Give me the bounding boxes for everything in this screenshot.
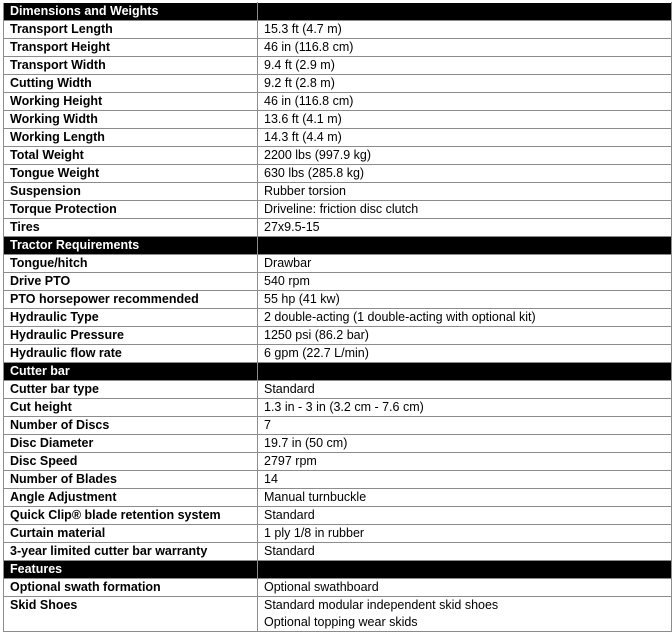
spec-value: 630 lbs (285.8 kg) [258,165,672,183]
spec-label: Quick Clip® blade retention system [4,507,258,525]
spec-value: 9.4 ft (2.9 m) [258,57,672,75]
spec-row [4,525,672,543]
spec-label: Curtain material [4,525,258,543]
spec-row [4,129,672,147]
spec-row [4,57,672,75]
section-header-empty-cell [258,3,672,21]
spec-label: Working Length [4,129,258,147]
spec-row [4,543,672,561]
spec-row [4,147,672,165]
spec-label: Hydraulic flow rate [4,345,258,363]
spec-row [4,435,672,453]
spec-value: 1.3 in - 3 in (3.2 cm - 7.6 cm) [258,399,672,417]
spec-value: Standard [258,543,672,561]
spec-label: Working Height [4,93,258,111]
spec-label: Total Weight [4,147,258,165]
spec-row [4,183,672,201]
spec-row [4,453,672,471]
spec-value: 2797 rpm [258,453,672,471]
spec-label: Optional swath formation [4,579,258,597]
spec-table-body [4,3,672,632]
section-title: Dimensions and Weights [4,3,258,21]
spec-value: 1 ply 1/8 in rubber [258,525,672,543]
section-header-row [4,237,672,255]
section-header-row [4,363,672,381]
spec-label: Disc Diameter [4,435,258,453]
spec-label: Torque Protection [4,201,258,219]
section-header-empty-cell [258,363,672,381]
spec-value: 7 [258,417,672,435]
spec-row [4,39,672,57]
spec-value: 2200 lbs (997.9 kg) [258,147,672,165]
spec-row [4,255,672,273]
section-header-empty-cell [258,561,672,579]
section-header-empty-cell [258,237,672,255]
spec-value: 15.3 ft (4.7 m) [258,21,672,39]
spec-value: 55 hp (41 kw) [258,291,672,309]
spec-label: Cut height [4,399,258,417]
spec-label: Number of Blades [4,471,258,489]
spec-label: Transport Height [4,39,258,57]
spec-label: Hydraulic Type [4,309,258,327]
spec-row [4,273,672,291]
spec-value: 540 rpm [258,273,672,291]
spec-value: 19.7 in (50 cm) [258,435,672,453]
spec-label: PTO horsepower recommended [4,291,258,309]
spec-label: Working Width [4,111,258,129]
spec-row [4,597,672,632]
spec-label: Cutter bar type [4,381,258,399]
spec-value-line: Optional topping wear skids [264,615,418,629]
spec-row [4,75,672,93]
spec-label: Disc Speed [4,453,258,471]
spec-value: 46 in (116.8 cm) [258,39,672,57]
spec-row [4,327,672,345]
spec-label: Tongue Weight [4,165,258,183]
section-title: Cutter bar [4,363,258,381]
spec-row [4,507,672,525]
spec-value: Drawbar [258,255,672,273]
spec-row [4,201,672,219]
spec-value: 9.2 ft (2.8 m) [258,75,672,93]
spec-value: 6 gpm (22.7 L/min) [258,345,672,363]
spec-label: 3-year limited cutter bar warranty [4,543,258,561]
spec-value: 27x9.5-15 [258,219,672,237]
spec-row [4,471,672,489]
spec-row [4,345,672,363]
spec-row [4,291,672,309]
spec-label: Tongue/hitch [4,255,258,273]
spec-value: 2 double-acting (1 double-acting with optional kit) [258,309,672,327]
spec-value: Driveline: friction disc clutch [258,201,672,219]
spec-row [4,417,672,435]
spec-label: Cutting Width [4,75,258,93]
spec-value-line: Standard modular independent skid shoes [264,598,499,612]
spec-value: 46 in (116.8 cm) [258,93,672,111]
spec-label: Tires [4,219,258,237]
spec-row [4,21,672,39]
spec-row [4,309,672,327]
spec-label: Drive PTO [4,273,258,291]
section-title: Features [4,561,258,579]
spec-row [4,381,672,399]
spec-value-multiline [258,597,672,632]
section-header-row [4,561,672,579]
spec-row [4,579,672,597]
spec-value: 1250 psi (86.2 bar) [258,327,672,345]
spec-value: Standard [258,381,672,399]
spec-table [3,2,672,632]
spec-row [4,111,672,129]
section-title: Tractor Requirements [4,237,258,255]
spec-row [4,165,672,183]
section-header-row [4,3,672,21]
spec-row [4,489,672,507]
spec-value: Rubber torsion [258,183,672,201]
spec-value: 14 [258,471,672,489]
spec-value: 14.3 ft (4.4 m) [258,129,672,147]
spec-label: Skid Shoes [4,597,258,632]
spec-label: Angle Adjustment [4,489,258,507]
spec-label: Suspension [4,183,258,201]
spec-value: 13.6 ft (4.1 m) [258,111,672,129]
spec-value: Standard [258,507,672,525]
spec-row [4,399,672,417]
spec-row [4,93,672,111]
spec-row [4,219,672,237]
spec-value: Manual turnbuckle [258,489,672,507]
spec-label: Transport Width [4,57,258,75]
spec-label: Number of Discs [4,417,258,435]
spec-label: Hydraulic Pressure [4,327,258,345]
spec-value: Optional swathboard [258,579,672,597]
spec-label: Transport Length [4,21,258,39]
